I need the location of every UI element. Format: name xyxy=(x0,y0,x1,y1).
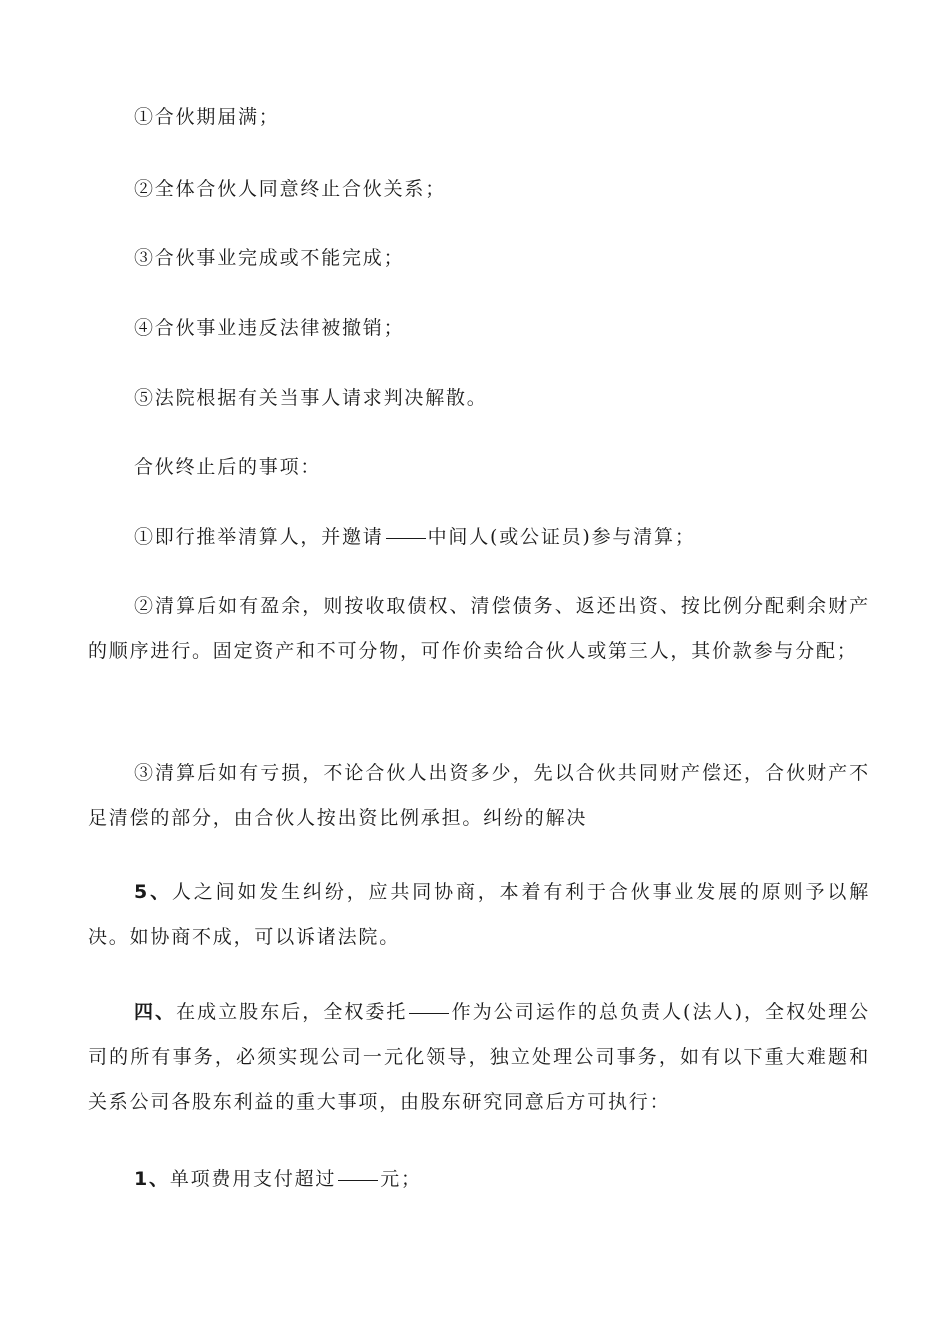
article-number: 四、 xyxy=(134,1001,177,1023)
numbered-clause-1 xyxy=(88,1157,870,1202)
list-item-6 xyxy=(88,515,870,560)
numbered-clause-5 xyxy=(88,870,870,960)
paragraph-text: 合伙终止后的事项： xyxy=(134,456,322,478)
paragraph-text: ②清算后如有盈余，则按收取债权、清偿债务、返还出资、按比例分配剩余财产的顺序进行。固定资产和不可分物，可作价卖给合伙人或第三人，其价款参与分配； xyxy=(88,595,870,662)
list-item-5 xyxy=(88,376,870,421)
paragraph-text: 中间人(或公证员)参与清算； xyxy=(427,526,696,548)
clause-number: 5、 xyxy=(134,881,172,903)
section-heading xyxy=(88,445,870,490)
paragraph-text: 人之间如发生纠纷，应共同协商，本着有利于合伙事业发展的原则予以解决。如协商不成，可以诉诸法院。 xyxy=(88,881,870,948)
paragraph-text: ①即行推举清算人，并邀请 xyxy=(134,526,384,548)
paragraph-text: ④合伙事业违反法律被撤销； xyxy=(134,317,405,339)
list-item-7 xyxy=(88,584,870,674)
fill-in-blank xyxy=(409,1012,449,1014)
article-four xyxy=(88,990,870,1125)
paragraph-text: 元； xyxy=(380,1168,422,1190)
list-item-1 xyxy=(88,95,870,140)
paragraph-text: 作为公司运作的总负责人(法人)，全权处理公司的所有事务，必须实现公司一元化领导，独立处理公司事务，如有以下重大难题和关系公司各股东利益的重大事项，由股东研究同意后方可执行： xyxy=(88,1001,870,1113)
paragraph-text: ⑤法院根据有关当事人请求判决解散。 xyxy=(134,387,488,409)
paragraph-text: ③清算后如有亏损，不论合伙人出资多少，先以合伙共同财产偿还，合伙财产不足清偿的部分，由合伙人按出资比例承担。纠纷的解决 xyxy=(88,762,870,829)
paragraph-text: 单项费用支付超过 xyxy=(169,1168,337,1190)
clause-number: 1、 xyxy=(134,1168,170,1190)
list-item-3 xyxy=(88,236,870,281)
list-item-4 xyxy=(88,306,870,351)
list-item-2 xyxy=(88,167,870,212)
paragraph-text: ③合伙事业完成或不能完成； xyxy=(134,247,405,269)
fill-in-blank xyxy=(338,1179,378,1181)
paragraph-text: ①合伙期届满； xyxy=(134,106,280,128)
list-item-8 xyxy=(88,751,870,841)
paragraph-text: 在成立股东后，全权委托 xyxy=(176,1001,408,1023)
fill-in-blank xyxy=(386,537,426,539)
paragraph-text: ②全体合伙人同意终止合伙关系； xyxy=(134,178,447,200)
